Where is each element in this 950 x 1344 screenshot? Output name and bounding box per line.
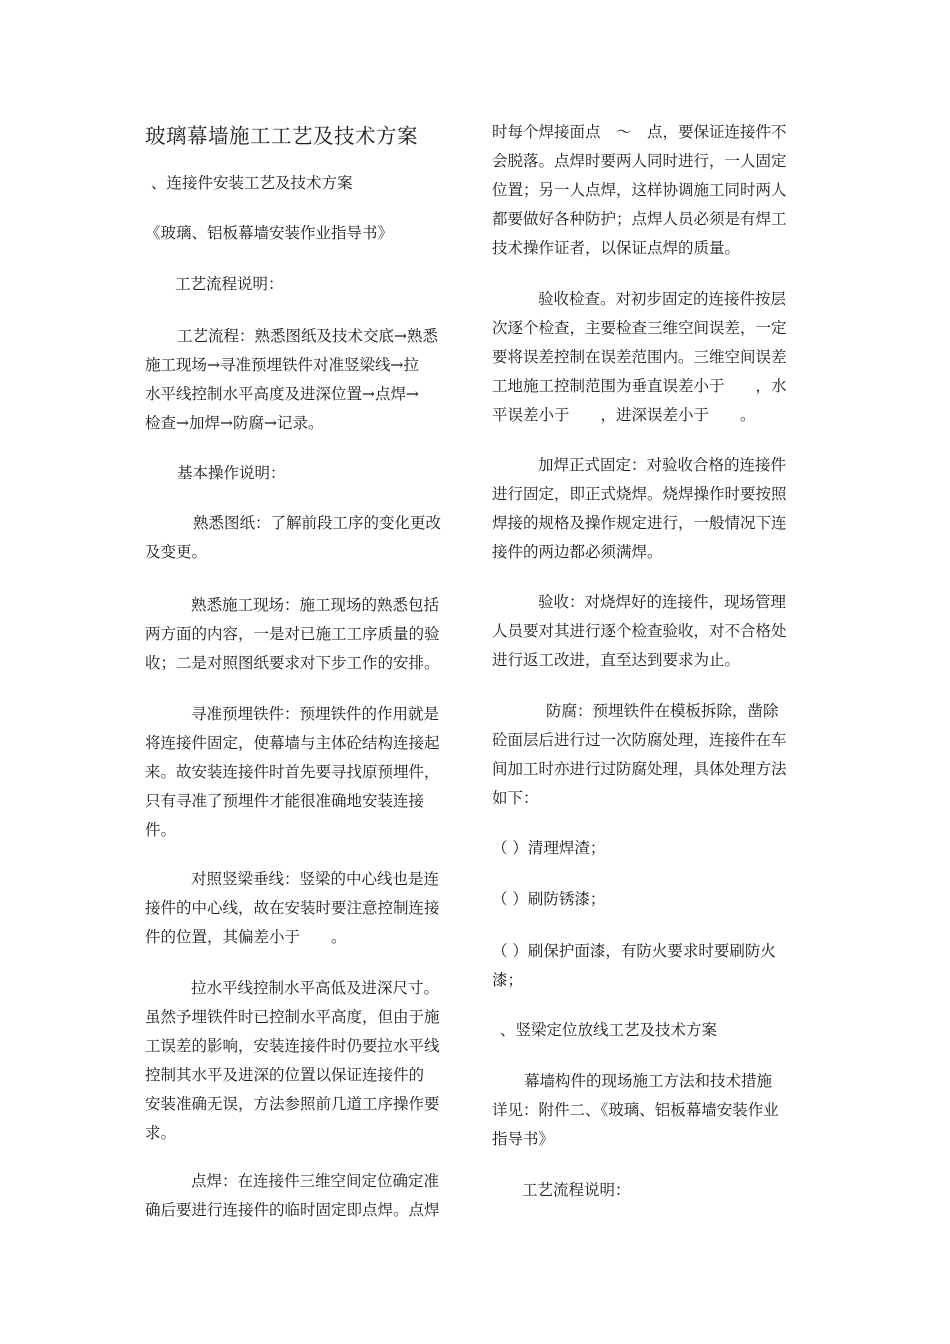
text-line: 工地施工控制范围为垂直误差小于 ，水 [492, 377, 787, 395]
paragraph-spot [145, 1167, 463, 1225]
step-item-3 [492, 937, 812, 995]
paragraph-inspect [492, 285, 812, 430]
step-item-2 [492, 885, 812, 914]
text-line: 幕墙构件的现场施工方法和技术措施 [524, 1072, 773, 1090]
step-item-1 [492, 834, 812, 863]
text-line: 验收：对烧焊好的连接件，现场管理 [538, 593, 787, 611]
text-line: 熟悉施工现场：施工现场的熟悉包括 [191, 596, 440, 614]
text-line: 详见：附件二、《玻璃、铝板幕墙安装作业 [492, 1101, 779, 1119]
text-line: 技术操作证者，以保证点焊的质量。 [492, 239, 741, 257]
text-line: 进行返工改进，直至达到要求为止。 [492, 651, 741, 669]
text-line: 漆； [492, 971, 524, 989]
text-line: 只有寻准了预埋件才能很准确地安装连接 [145, 792, 425, 810]
paragraph-weld [492, 451, 812, 567]
text-line: 都要做好各种防护；点焊人员必须是有焊工 [492, 210, 787, 228]
text-line: 如下： [492, 789, 539, 807]
text-line: 点焊：在连接件三维空间定位确定准 [191, 1172, 440, 1190]
document-title-text: 玻璃幕墙施工工艺及技术方案 [145, 124, 418, 148]
document-title [145, 121, 463, 151]
reference-line [145, 219, 463, 248]
text-line: 时每个焊接面点 ～ 点，要保证连接件不 [492, 123, 787, 141]
text-line: 来。故安装连接件时首先要寻找原预埋件， [145, 763, 440, 781]
basic-heading-text: 基本操作说明： [177, 464, 286, 482]
text-line: 确后要进行连接件的临时固定即点焊。点焊 [145, 1201, 440, 1219]
text-line: 防腐：预埋铁件在模板拆除，凿除 [546, 702, 779, 720]
paragraph-flow [145, 322, 463, 438]
flow-heading-text: 工艺流程说明： [522, 1181, 631, 1199]
paragraph-drawings [145, 509, 463, 567]
text-line: 收；二是对照图纸要求对下步工作的安排。 [145, 654, 440, 672]
text-line: （ ）刷保护面漆，有防火要求时要刷防火 [492, 942, 776, 960]
text-line: 安装准确无误，方法参照前几道工序操作要 [145, 1095, 440, 1113]
text-line: 件。 [145, 821, 177, 839]
text-line: 求。 [145, 1124, 177, 1142]
text-line: 加焊正式固定：对验收合格的连接件 [538, 456, 787, 474]
section-heading-connector [151, 169, 469, 198]
paragraph-level [145, 974, 463, 1148]
text-line: 两方面的内容，一是对已施工工序质量的验 [145, 625, 440, 643]
text-line: 将连接件固定，使幕墙与主体砼结构连接起 [145, 734, 440, 752]
text-line: 砼面层后进行过一次防腐处理，连接件在车 [492, 731, 787, 749]
paragraph-embed [145, 700, 463, 845]
text-line: 位置；另一人点焊，这样协调施工同时两人 [492, 181, 787, 199]
text-line: 人员要对其进行逐个检查验收，对不合格处 [492, 622, 787, 640]
text-line: 控制其水平及进深的位置以保证连接件的 [145, 1066, 425, 1084]
paragraph-accept [492, 588, 812, 675]
paragraph-method [492, 1067, 812, 1154]
text-line: 会脱落。点焊时要两人同时进行，一人固定 [492, 152, 787, 170]
text-line: 进行固定，即正式烧焊。烧焊操作时要按照 [492, 485, 787, 503]
text-line: 检查→加焊→防腐→记录。 [145, 414, 324, 432]
text-line: 件的位置，其偏差小于 。 [145, 928, 347, 946]
paragraph-site [145, 591, 463, 678]
text-line: 水平线控制水平高度及进深位置→点焊→ [145, 385, 419, 403]
paragraph-beam [145, 865, 463, 952]
text-line: 要将误差控制在误差范围内。三维空间误差 [492, 348, 787, 366]
text-line: （ ）清理焊渣； [492, 839, 606, 857]
text-line: 平误差小于 ，进深误差小于 。 [492, 406, 756, 424]
text-line: 对照竖梁垂线：竖梁的中心线也是连 [191, 870, 440, 888]
text-line: 工误差的影响，安装连接件时仍要拉水平线 [145, 1037, 440, 1055]
flow-heading [175, 270, 493, 299]
paragraph-anticorrosion [492, 697, 812, 813]
reference-text: 《玻璃、铝板幕墙安装作业指导书》 [145, 224, 394, 242]
section-heading-text: 、竖梁定位放线工艺及技术方案 [500, 1021, 718, 1039]
text-line: 工艺流程：熟悉图纸及技术交底→熟悉 [177, 327, 438, 345]
text-line: 接件的两边都必须满焊。 [492, 543, 663, 561]
text-line: 验收检查。对初步固定的连接件按层 [538, 290, 787, 308]
flow-heading-text: 工艺流程说明： [175, 275, 284, 293]
text-line: 焊接的规格及操作规定进行，一般情况下连 [492, 514, 787, 532]
text-line: 寻准预埋铁件：预埋铁件的作用就是 [191, 705, 440, 723]
text-line: 施工现场→寻准预埋铁件对准竖梁线→拉 [145, 356, 419, 374]
text-line: 拉水平线控制水平高低及进深尺寸。 [191, 979, 440, 997]
text-line: 间加工时亦进行过防腐处理，具体处理方法 [492, 760, 787, 778]
flow-heading-2 [522, 1176, 842, 1205]
text-line: 熟悉图纸：了解前段工序的变化更改 [193, 514, 442, 532]
text-line: 及变更。 [145, 543, 208, 561]
paragraph-spot-continued [492, 118, 812, 263]
text-line: （ ）刷防锈漆； [492, 890, 606, 908]
text-line: 指导书》 [492, 1130, 555, 1148]
basic-heading [177, 459, 495, 488]
section-heading-beam [500, 1016, 820, 1045]
text-line: 虽然予埋铁件时已控制水平高度，但由于施 [145, 1008, 440, 1026]
section-heading-text: 、连接件安装工艺及技术方案 [151, 174, 353, 192]
text-line: 次逐个检查，主要检查三维空间误差，一定 [492, 319, 787, 337]
text-line: 接件的中心线，故在安装时要注意控制连接 [145, 899, 440, 917]
